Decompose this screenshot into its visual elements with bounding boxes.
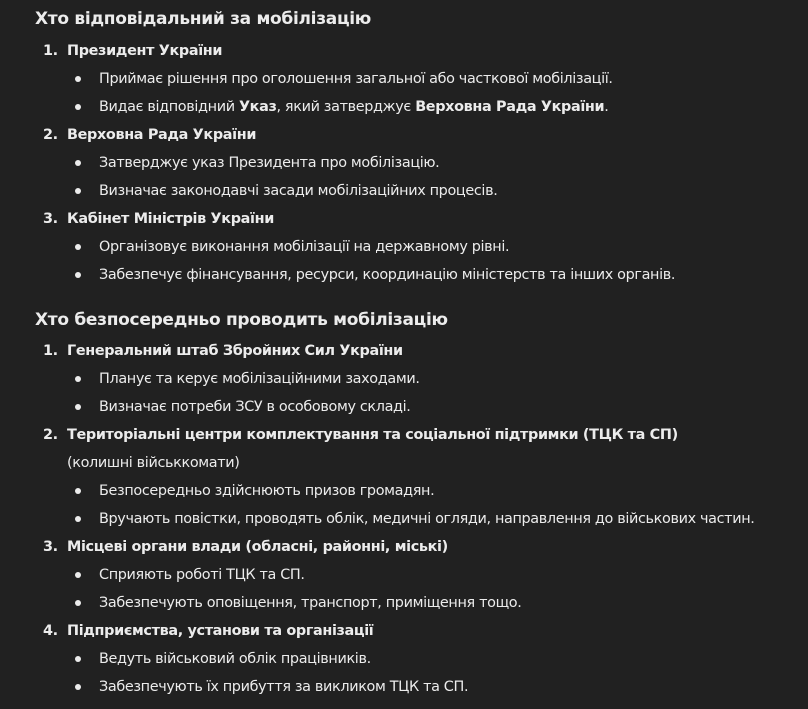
text-fragment: . xyxy=(604,99,609,115)
item-title: Територіальні центри комплектування та соціальної підтримки (ТЦК та СП) xyxy=(67,427,678,443)
bullet-text: Приймає рішення про оголошення загальної або часткової мобілізації. xyxy=(99,71,613,87)
text-fragment: Видає відповідний xyxy=(99,99,239,115)
list-item-enterprises xyxy=(43,622,373,640)
item-number: 4. xyxy=(43,623,58,639)
bullet-icon xyxy=(75,188,81,194)
item-title: Президент України xyxy=(67,43,223,59)
list-item-general-staff xyxy=(43,342,403,360)
bullet-icon xyxy=(75,376,81,382)
bullet-text: Ведуть військовий облік працівників. xyxy=(99,651,371,667)
item-title: Генеральний штаб Збройних Сил України xyxy=(67,343,403,359)
bold-text-decree: Указ xyxy=(238,99,277,115)
item-subtitle: (колишні військкомати) xyxy=(67,455,240,471)
item-title: Верховна Рада України xyxy=(67,127,257,143)
section-heading-conducts: Хто безпосередньо проводить мобілізацію xyxy=(35,310,448,330)
list-item-verkhovna-rada xyxy=(43,126,256,144)
bullet-text: Забезпечують їх прибуття за викликом ТЦК та СП. xyxy=(99,679,469,695)
bullet-text: Вручають повістки, проводять облік, медичні огляди, направлення до військових частин. xyxy=(99,511,755,527)
item-title: Підприємства, установи та організації xyxy=(67,623,374,639)
bullet-icon xyxy=(75,488,81,494)
bullet-icon xyxy=(75,160,81,166)
section-heading-responsible: Хто відповідальний за мобілізацію xyxy=(35,9,371,29)
list-item-tck xyxy=(43,426,678,444)
list-item-president xyxy=(43,42,222,60)
bullet-text: Забезпечують оповіщення, транспорт, приміщення тощо. xyxy=(99,595,522,611)
text-fragment: , який затверджує xyxy=(276,99,416,115)
bold-text-parliament: Верховна Рада України xyxy=(415,99,605,115)
bullet-icon xyxy=(75,244,81,250)
bullet-text: Сприяють роботі ТЦК та СП. xyxy=(99,567,305,583)
item-title: Місцеві органи влади (обласні, районні, міські) xyxy=(67,539,448,555)
list-item-local-authorities xyxy=(43,538,448,556)
item-number: 3. xyxy=(43,539,58,555)
bullet-text: Організовує виконання мобілізації на державному рівні. xyxy=(99,239,510,255)
bullet-icon xyxy=(75,76,81,82)
bullet-icon xyxy=(75,600,81,606)
bullet-text xyxy=(99,98,608,116)
bullet-text: Визначає законодавчі засади мобілізаційних процесів. xyxy=(99,183,498,199)
item-number: 3. xyxy=(43,211,58,227)
bullet-icon xyxy=(75,404,81,410)
item-number: 2. xyxy=(43,127,58,143)
item-number: 1. xyxy=(43,343,58,359)
bullet-text: Визначає потреби ЗСУ в особовому складі. xyxy=(99,399,411,415)
bullet-icon xyxy=(75,572,81,578)
item-number: 1. xyxy=(43,43,58,59)
bullet-text: Безпосередньо здійснюють призов громадян. xyxy=(99,483,435,499)
item-title: Кабінет Міністрів України xyxy=(67,211,274,227)
list-item-cabinet xyxy=(43,210,274,228)
bullet-icon xyxy=(75,656,81,662)
bullet-icon xyxy=(75,516,81,522)
bullet-icon xyxy=(75,272,81,278)
bullet-icon xyxy=(75,104,81,110)
bullet-text: Планує та керує мобілізаційними заходами. xyxy=(99,371,420,387)
bullet-icon xyxy=(75,684,81,690)
bullet-text: Затверджує указ Президента про мобілізацію. xyxy=(99,155,440,171)
item-number: 2. xyxy=(43,427,58,443)
bullet-text: Забезпечує фінансування, ресурси, координацію міністерств та інших органів. xyxy=(99,267,676,283)
